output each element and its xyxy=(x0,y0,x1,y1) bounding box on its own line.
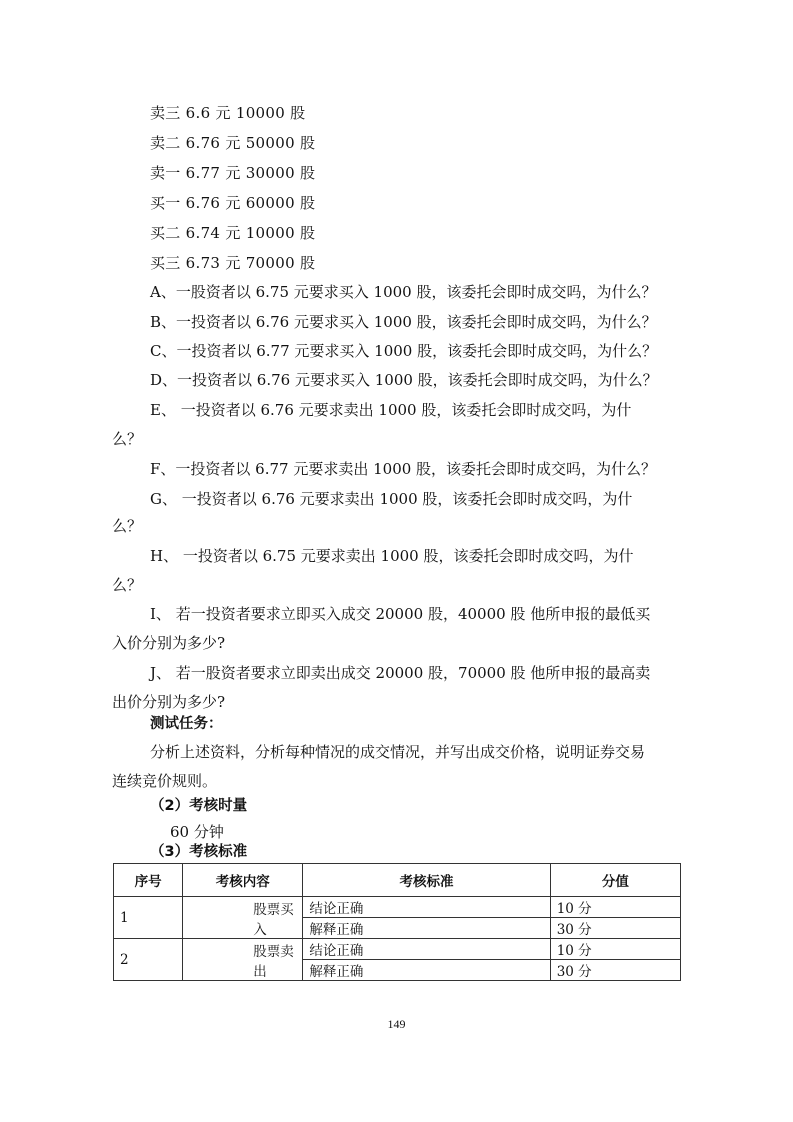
row-no: 2 xyxy=(114,939,183,981)
quote-sell-1: 卖一 6.77 元 30000 股 xyxy=(150,164,316,182)
question-c: C、一投资者以 6.77 元要求买入 1000 股，该委托会即时成交吗，为什么？ xyxy=(150,342,658,360)
question-h: H、 一投资者以 6.75 元要求卖出 1000 股，该委托会即时成交吗，为什 xyxy=(150,547,634,565)
row-criterion: 结论正确 xyxy=(303,939,550,960)
row-criterion: 解释正确 xyxy=(303,960,550,981)
row-no: 1 xyxy=(114,897,183,939)
test-task-text-cont: 连续竞价规则。 xyxy=(112,772,218,790)
quote-buy-1: 买一 6.76 元 60000 股 xyxy=(150,194,316,212)
question-b: B、一投资者以 6.76 元要求买入 1000 股，该委托会即时成交吗，为什么？ xyxy=(150,313,657,331)
row-content: 股票买入 xyxy=(183,897,303,939)
quote-sell-3: 卖三 6.6 元 10000 股 xyxy=(150,104,306,122)
question-f: F、一投资者以 6.77 元要求卖出 1000 股，该委托会即时成交吗，为什么？ xyxy=(150,460,657,478)
question-a: A、一股资者以 6.75 元要求买入 1000 股，该委托会即时成交吗，为什么？ xyxy=(150,283,657,301)
grading-table xyxy=(113,863,681,981)
question-g-cont: 么？ xyxy=(112,517,143,535)
question-e-cont: 么？ xyxy=(112,430,143,448)
question-i-cont: 入价分别为多少? xyxy=(112,634,226,652)
col-header-content: 考核内容 xyxy=(183,864,303,897)
col-header-score: 分值 xyxy=(550,864,680,897)
row-score: 30 分 xyxy=(550,960,680,981)
col-header-no: 序号 xyxy=(114,864,183,897)
time-heading: （2）考核时量 xyxy=(150,798,248,814)
row-score: 10 分 xyxy=(550,939,680,960)
col-header-criterion: 考核标准 xyxy=(303,864,550,897)
standard-heading: （3）考核标准 xyxy=(150,844,248,860)
question-j: J、 若一股资者要求立即卖出成交 20000 股，70000 股 他所申报的最高卖 xyxy=(150,664,651,682)
test-task-heading: 测试任务： xyxy=(150,716,223,732)
table-header-row xyxy=(114,864,681,897)
row-criterion: 解释正确 xyxy=(303,918,550,939)
row-score: 10 分 xyxy=(550,897,680,918)
time-value: 60 分钟 xyxy=(170,823,224,841)
question-i: I、 若一投资者要求立即买入成交 20000 股，40000 股 他所申报的最低买 xyxy=(150,605,651,623)
quote-buy-3: 买三 6.73 元 70000 股 xyxy=(150,254,316,272)
row-criterion: 结论正确 xyxy=(303,897,550,918)
question-g: G、 一投资者以 6.76 元要求卖出 1000 股，该委托会即时成交吗，为什 xyxy=(150,490,633,508)
question-d: D、一投资者以 6.76 元要求买入 1000 股，该委托会即时成交吗，为什么？ xyxy=(150,371,658,389)
question-j-cont: 出价分别为多少? xyxy=(112,693,226,711)
question-e: E、 一投资者以 6.76 元要求卖出 1000 股，该委托会即时成交吗，为什 xyxy=(150,401,632,419)
question-h-cont: 么？ xyxy=(112,576,143,594)
row-content: 股票卖出 xyxy=(183,939,303,981)
quote-sell-2: 卖二 6.76 元 50000 股 xyxy=(150,134,316,152)
row-score: 30 分 xyxy=(550,918,680,939)
quote-buy-2: 买二 6.74 元 10000 股 xyxy=(150,224,316,242)
table-row xyxy=(114,897,681,918)
test-task-text: 分析上述资料，分析每种情况的成交情况，并写出成交价格，说明证券交易 xyxy=(150,743,646,761)
table-row xyxy=(114,939,681,960)
page-number: 149 xyxy=(387,1017,406,1031)
